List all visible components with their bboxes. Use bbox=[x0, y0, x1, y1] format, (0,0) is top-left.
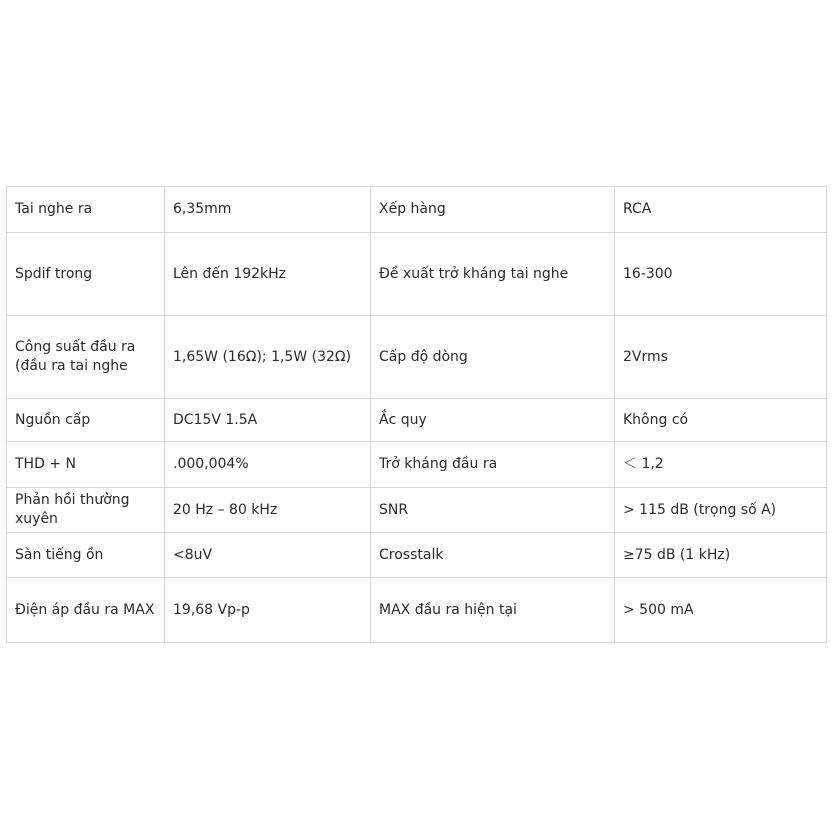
spec-label: Phản hồi thường xuyên bbox=[7, 488, 165, 533]
table-row bbox=[7, 578, 827, 643]
table-row bbox=[7, 316, 827, 399]
spec-label: Tai nghe ra bbox=[7, 187, 165, 233]
spec-label: SNR bbox=[371, 488, 615, 533]
spec-value: RCA bbox=[615, 187, 827, 233]
spec-table bbox=[6, 186, 827, 643]
spec-value: 19,68 Vp-p bbox=[165, 578, 371, 643]
spec-value: 6,35mm bbox=[165, 187, 371, 233]
table-row bbox=[7, 399, 827, 442]
spec-value: DC15V 1.5A bbox=[165, 399, 371, 442]
spec-label: Công suất đầu ra (đầu ra tai nghe bbox=[7, 316, 165, 399]
table-row bbox=[7, 442, 827, 488]
spec-value: 2Vrms bbox=[615, 316, 827, 399]
spec-label: Trở kháng đầu ra bbox=[371, 442, 615, 488]
spec-label: Nguồn cấp bbox=[7, 399, 165, 442]
spec-value: Lên đến 192kHz bbox=[165, 233, 371, 316]
spec-value: ≥75 dB (1 kHz) bbox=[615, 533, 827, 578]
spec-value: Không có bbox=[615, 399, 827, 442]
spec-value: .000,004% bbox=[165, 442, 371, 488]
table-row bbox=[7, 488, 827, 533]
spec-label: Cấp độ dòng bbox=[371, 316, 615, 399]
spec-label: Đề xuất trở kháng tai nghe bbox=[371, 233, 615, 316]
spec-value: > 500 mA bbox=[615, 578, 827, 643]
spec-value: > 115 dB (trọng số A) bbox=[615, 488, 827, 533]
spec-label: Ắc quy bbox=[371, 399, 615, 442]
spec-label: Crosstalk bbox=[371, 533, 615, 578]
spec-value: <8uV bbox=[165, 533, 371, 578]
spec-value: 20 Hz – 80 kHz bbox=[165, 488, 371, 533]
spec-label: Sàn tiếng ồn bbox=[7, 533, 165, 578]
table-row bbox=[7, 233, 827, 316]
spec-value: ＜ 1,2 bbox=[615, 442, 827, 488]
spec-value: 1,65W (16Ω); 1,5W (32Ω) bbox=[165, 316, 371, 399]
table-row bbox=[7, 187, 827, 233]
spec-label: Spdif trong bbox=[7, 233, 165, 316]
table-row bbox=[7, 533, 827, 578]
spec-value: 16-300 bbox=[615, 233, 827, 316]
spec-label: Xếp hàng bbox=[371, 187, 615, 233]
spec-label: Điện áp đầu ra MAX bbox=[7, 578, 165, 643]
spec-label: MAX đầu ra hiện tại bbox=[371, 578, 615, 643]
spec-label: THD + N bbox=[7, 442, 165, 488]
